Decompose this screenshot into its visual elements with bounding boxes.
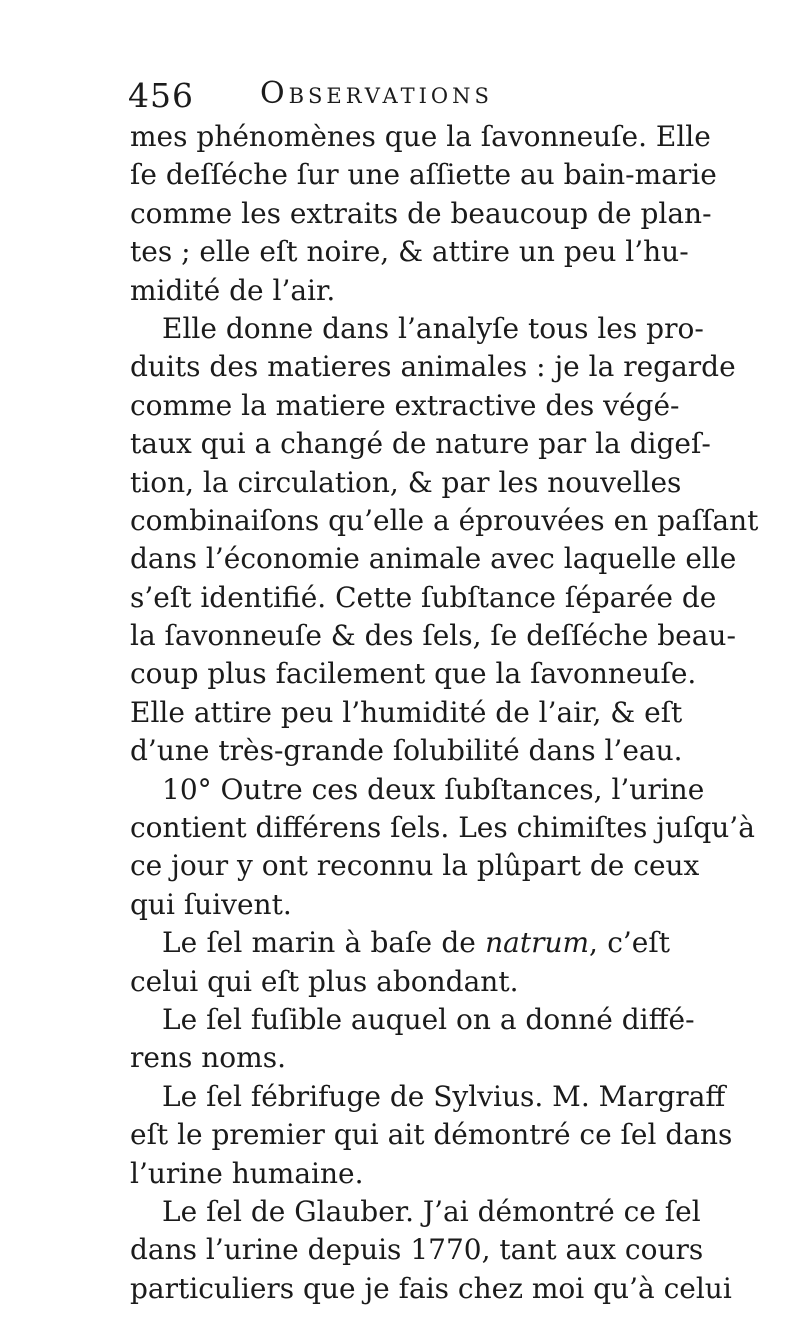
page-number: 456 [128, 76, 194, 115]
text-line: comme les extraits de beaucoup de plan- [130, 196, 712, 230]
page-header [128, 72, 668, 124]
text-line: ce jour y ont reconnu la plûpart de ceux [130, 849, 700, 883]
text-line: Le ſel fébrifuge de Sylvius. M. Margraff [162, 1079, 726, 1113]
text-line: comme la matiere extractive des végé- [130, 388, 680, 422]
text-line: d’une très-grande ſolubilité dans l’eau. [130, 734, 683, 768]
text-line: tion, la circulation, & par les nouvelles [130, 465, 682, 499]
text-segment: Le ſel marin à baſe de [162, 926, 486, 960]
text-line: s’eſt identifié. Cette ſubſtance ſéparée de [130, 580, 717, 614]
text-line: taux qui a changé de nature par la digeſ- [130, 427, 711, 461]
text-line: combinaiſons qu’elle a éprouvées en paſſant [130, 503, 759, 537]
text-line: coup plus facilement que la ſavonneuſe. [130, 657, 697, 691]
text-line: celui qui eſt plus abondant. [130, 964, 519, 998]
text-line: Elle donne dans l’analyſe tous les pro- [162, 311, 704, 345]
text-line: contient différens ſels. Les chimiſtes juſqu’à [130, 811, 755, 845]
text-line-mixed [130, 924, 670, 962]
text-line: duits des matieres animales : je la regarde [130, 350, 736, 384]
text-line: Le ſel fuſible auquel on a donné diffé- [162, 1002, 695, 1036]
text-line: Le ſel de Glauber. J’ai démontré ce ſel [162, 1194, 701, 1228]
text-line: ſe deſſéche ſur une aſſiette au bain-marie [130, 158, 717, 192]
text-line: particuliers que je fais chez moi qu’à celui [130, 1271, 732, 1305]
text-line: rens noms. [130, 1041, 286, 1075]
text-line: l’urine humaine. [130, 1156, 364, 1190]
text-line: qui ſuivent. [130, 887, 292, 921]
text-line: mes phénomènes que la ſavonneuſe. Elle [130, 120, 711, 153]
text-line: midité de l’air. [130, 273, 336, 307]
italic-term: natrum [485, 926, 590, 960]
text-line: eſt le premier qui ait démontré ce ſel dans [130, 1118, 733, 1152]
text-line: Elle attire peu l’humidité de l’air, & eſt [130, 695, 683, 729]
text-line: dans l’urine depuis 1770, tant aux cours [130, 1233, 704, 1267]
text-line: tes ; elle eſt noire, & attire un peu l’hu- [130, 235, 689, 269]
text-line: la ſavonneuſe & des ſels, ſe deſſéche beau- [130, 619, 736, 653]
running-head: Observations [260, 76, 493, 111]
text-segment: , c’eſt [589, 926, 670, 960]
text-line: dans l’économie animale avec laquelle elle [130, 542, 737, 576]
text-line: 10° Outre ces deux ſubſtances, l’urine [162, 772, 705, 806]
body-text [130, 118, 759, 1308]
